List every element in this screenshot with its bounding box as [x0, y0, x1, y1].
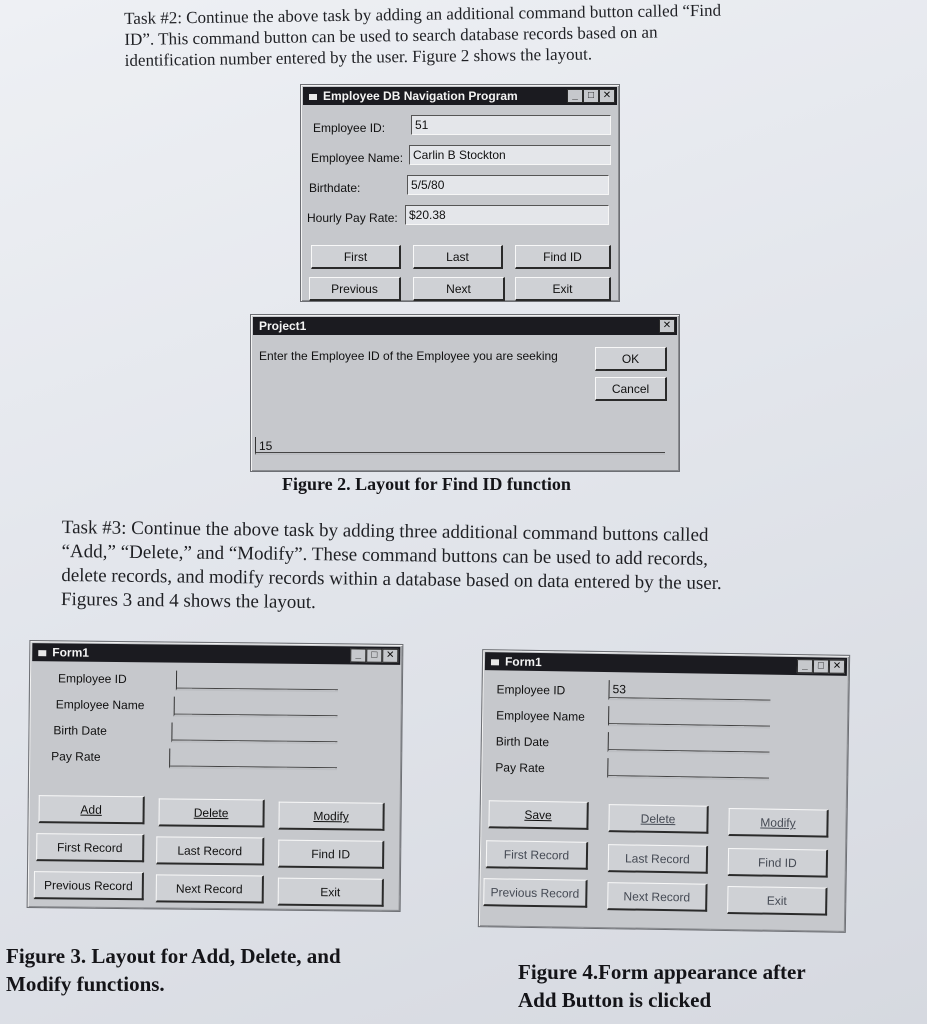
employee-id-label: Employee ID — [496, 682, 566, 698]
window-title: Form1 — [52, 645, 90, 660]
window-titlebar — [485, 652, 847, 676]
cancel-button-label: Cancel — [611, 382, 650, 396]
delete-button[interactable] — [158, 798, 264, 827]
task3-line1: Task #3: Continue the above task by adding three additional command buttons called — [61, 516, 709, 546]
employee-name-label: Employee Name: — [311, 151, 404, 165]
minimize-icon[interactable]: _ — [350, 648, 366, 662]
figure3-caption-line2: Modify functions. — [6, 972, 165, 996]
first-record-button[interactable] — [486, 840, 588, 870]
exit-button-label: Exit — [766, 893, 787, 908]
last-button-label: Last — [446, 250, 469, 264]
ok-button-label: OK — [621, 352, 640, 366]
delete-button-label: Delete — [193, 805, 229, 821]
previous-button[interactable] — [309, 277, 401, 301]
previous-button-label: Previous — [331, 282, 378, 296]
system-menu-icon[interactable] — [491, 659, 499, 665]
pay-rate-label: Pay Rate — [51, 749, 101, 764]
find-id-button[interactable] — [515, 245, 611, 269]
employee-name-field[interactable] — [608, 706, 770, 729]
figure4-caption-line2: Add Button is clicked — [518, 988, 712, 1012]
task2-paragraph — [124, 0, 825, 71]
next-record-button[interactable] — [607, 882, 707, 912]
find-id-button-label: Find ID — [757, 855, 797, 871]
delete-button[interactable] — [608, 804, 708, 834]
task3-paragraph — [61, 516, 862, 622]
maximize-icon[interactable]: □ — [366, 649, 382, 663]
exit-button-label: Exit — [320, 885, 341, 900]
employee-db-window — [300, 84, 620, 302]
pay-rate-label: Pay Rate — [495, 760, 545, 776]
close-icon[interactable]: ✕ — [659, 319, 675, 333]
close-icon[interactable]: ✕ — [829, 660, 845, 674]
maximize-icon[interactable]: □ — [813, 659, 829, 673]
system-menu-icon[interactable] — [309, 94, 317, 100]
save-button-label: Save — [524, 807, 552, 823]
exit-button-label: Exit — [552, 282, 573, 296]
window-title: Employee DB Navigation Program — [323, 89, 518, 103]
task3-line2: “Add,” “Delete,” and “Modify”. These command buttons can be used to add records, — [61, 540, 709, 570]
employee-id-field[interactable]: 51 — [411, 115, 611, 135]
add-button[interactable] — [38, 795, 144, 824]
dialog-titlebar — [253, 317, 677, 335]
first-button[interactable] — [311, 245, 401, 269]
find-id-button-label: Find ID — [543, 250, 582, 264]
find-id-button[interactable] — [728, 848, 828, 878]
employee-name-field[interactable] — [174, 697, 338, 719]
dialog-prompt: Enter the Employee ID of the Employee you are seeking — [259, 349, 558, 363]
birth-date-label: Birth Date — [53, 723, 107, 738]
close-icon[interactable]: ✕ — [382, 649, 398, 663]
window-titlebar — [32, 643, 400, 665]
employee-id-label: Employee ID: — [313, 121, 386, 135]
employee-id-field[interactable] — [176, 671, 338, 693]
pay-rate-field[interactable] — [169, 749, 337, 771]
add-button-label: Add — [80, 802, 102, 817]
next-record-button-label: Next Record — [623, 889, 691, 905]
last-record-button[interactable] — [156, 836, 264, 865]
first-button-label: First — [343, 250, 368, 264]
figure4-caption-line1: Figure 4.Form appearance after — [518, 960, 806, 984]
next-button[interactable] — [413, 277, 505, 301]
find-id-button[interactable] — [278, 840, 384, 869]
previous-record-button[interactable] — [483, 878, 587, 908]
task2-line1: Task #2: Continue the above task by adding an additional command button called “Find — [124, 0, 722, 28]
pay-rate-field[interactable] — [607, 758, 769, 781]
last-record-button[interactable] — [608, 844, 708, 874]
dialog-title: Project1 — [259, 319, 307, 333]
birthdate-label: Birthdate: — [309, 181, 361, 195]
pay-rate-label: Hourly Pay Rate: — [307, 211, 398, 225]
birth-date-field[interactable] — [171, 723, 337, 745]
birthdate-field[interactable]: 5/5/80 — [407, 175, 609, 195]
modify-button[interactable] — [278, 802, 384, 831]
employee-name-label: Employee Name — [55, 697, 145, 713]
find-id-button-label: Find ID — [311, 847, 351, 862]
minimize-icon[interactable]: _ — [797, 659, 813, 673]
previous-record-button-label: Previous Record — [490, 885, 580, 901]
last-record-button-label: Last Record — [177, 843, 243, 859]
first-record-button[interactable] — [36, 833, 144, 862]
system-menu-icon[interactable] — [38, 650, 46, 656]
employee-id-label: Employee ID — [57, 671, 127, 687]
birth-date-label: Birth Date — [495, 734, 550, 750]
task2-line2: ID”. This command button can be used to search database records based on an — [124, 22, 658, 49]
window-title: Form1 — [504, 654, 542, 670]
cancel-button[interactable] — [595, 377, 667, 401]
next-record-button[interactable] — [156, 874, 264, 903]
figure3-caption-line1: Figure 3. Layout for Add, Delete, and — [6, 944, 341, 968]
last-button[interactable] — [413, 245, 503, 269]
employee-name-field[interactable]: Carlin B Stockton — [409, 145, 611, 165]
exit-button[interactable] — [278, 878, 384, 907]
delete-button-label: Delete — [640, 811, 676, 827]
figure3-caption — [6, 942, 341, 998]
employee-name-label: Employee Name — [496, 708, 585, 724]
window-titlebar — [303, 87, 617, 105]
figure2-caption: Figure 2. Layout for Find ID function — [282, 474, 571, 494]
task3-line3: delete records, and modify records within a database based on data entered by the user. — [61, 564, 722, 595]
pay-rate-field[interactable]: $20.38 — [405, 205, 609, 225]
employee-id-field[interactable]: 53 — [608, 680, 770, 703]
birth-date-field[interactable] — [608, 732, 770, 755]
employee-id-input[interactable]: 15 — [255, 437, 665, 455]
next-record-button-label: Next Record — [175, 881, 243, 897]
save-button[interactable] — [488, 800, 588, 830]
first-record-button-label: First Record — [503, 847, 570, 863]
maximize-icon[interactable]: □ — [583, 89, 599, 103]
project1-input-dialog — [250, 314, 680, 472]
modify-button[interactable] — [728, 808, 828, 838]
task3-line4: Figures 3 and 4 shows the layout. — [60, 588, 316, 614]
modify-button-label: Modify — [313, 809, 349, 824]
last-record-button-label: Last Record — [624, 851, 690, 867]
exit-button[interactable] — [515, 277, 611, 301]
modify-button-label: Modify — [760, 815, 796, 831]
exit-button[interactable] — [727, 886, 827, 916]
previous-record-button[interactable] — [34, 871, 144, 900]
first-record-button-label: First Record — [56, 840, 123, 856]
figure4-caption — [518, 958, 806, 1014]
previous-record-button-label: Previous Record — [43, 878, 133, 894]
next-button-label: Next — [446, 282, 471, 296]
form1-window-fig4 — [478, 649, 850, 933]
minimize-icon[interactable]: _ — [567, 89, 583, 103]
ok-button[interactable] — [595, 347, 667, 371]
form1-window-fig3 — [27, 640, 404, 912]
close-icon[interactable]: ✕ — [599, 89, 615, 103]
task2-line3: identification number entered by the user. Figure 2 shows the layout. — [124, 44, 593, 70]
